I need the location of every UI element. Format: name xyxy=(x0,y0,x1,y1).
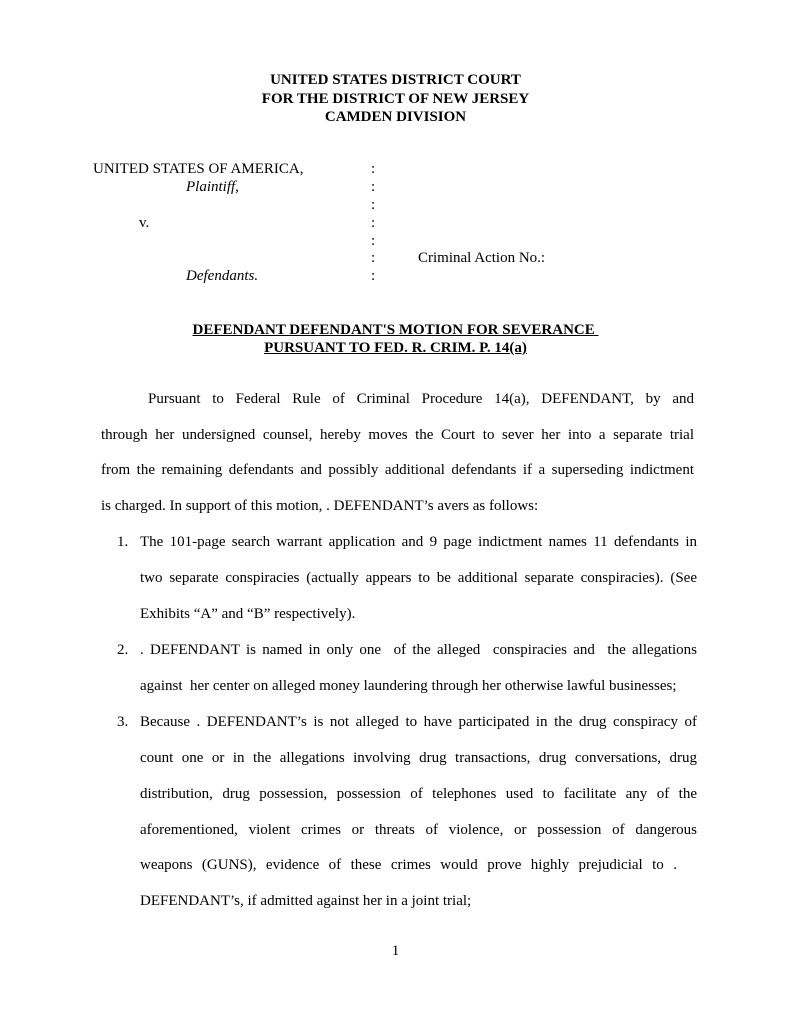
plaintiff-role: Plaintiff, xyxy=(186,179,239,195)
list-item-number: 1. xyxy=(117,534,129,550)
list-item-line: Because . DEFENDANT’s is not alleged to have participated in the drug conspiracy of xyxy=(140,714,697,730)
plaintiff-name: UNITED STATES OF AMERICA, xyxy=(93,161,304,177)
court-name-line1: UNITED STATES DISTRICT COURT xyxy=(270,72,521,88)
motion-title-line2: PURSUANT TO FED. R. CRIM. P. 14(a) xyxy=(264,340,527,356)
intro-line: from the remaining defendants and possibly additional defendants if a superseding indictment xyxy=(101,462,694,478)
caption-colon: : xyxy=(371,215,376,231)
page-number: 1 xyxy=(391,943,400,959)
list-item-number: 3. xyxy=(117,714,129,730)
list-item-line: weapons (GUNS), evidence of these crimes would prove highly prejudicial to . xyxy=(140,857,677,873)
motion-title-line1: DEFENDANT DEFENDANT'S MOTION FOR SEVERANCE xyxy=(192,322,599,338)
caption-colon: : xyxy=(371,250,376,266)
versus-label: v. xyxy=(139,215,150,231)
caption-colon: : xyxy=(371,268,376,284)
list-item-line: aforementioned, violent crimes or threats of violence, or possession of dangerous xyxy=(140,822,697,838)
list-item-line: distribution, drug possession, possession of telephones used to facilitate any of the xyxy=(140,786,697,802)
list-item-number: 2. xyxy=(117,642,129,658)
caption-colon: : xyxy=(371,161,376,177)
criminal-action-label: Criminal Action No.: xyxy=(418,250,546,266)
court-name-line2: FOR THE DISTRICT OF NEW JERSEY xyxy=(261,91,530,107)
intro-line: is charged. In support of this motion, . DEFENDANT’s avers as follows: xyxy=(101,498,539,514)
court-division: CAMDEN DIVISION xyxy=(324,109,467,125)
intro-line: Pursuant to Federal Rule of Criminal Procedure 14(a), DEFENDANT, by and xyxy=(148,391,694,407)
list-item-line: The 101-page search warrant application and 9 page indictment names 11 defendants in xyxy=(140,534,697,550)
caption-colon: : xyxy=(371,179,376,195)
defendant-role: Defendants. xyxy=(186,268,259,284)
list-item-line: DEFENDANT’s, if admitted against her in a joint trial; xyxy=(140,893,472,909)
list-item-line: . DEFENDANT is named in only one of the alleged conspiracies and the allegations xyxy=(140,642,697,658)
list-item-line: count one or in the allegations involving drug transactions, drug conversations, drug xyxy=(140,750,697,766)
caption-colon: : xyxy=(371,197,376,213)
intro-line: through her undersigned counsel, hereby moves the Court to sever her into a separate trial xyxy=(101,427,694,443)
list-item-line: two separate conspiracies (actually appears to be additional separate conspiracies). (See xyxy=(140,570,697,586)
caption-colon: : xyxy=(371,233,376,249)
list-item-line: Exhibits “A” and “B” respectively). xyxy=(140,606,356,622)
list-item-line: against her center on alleged money laundering through her otherwise lawful businesses; xyxy=(140,678,677,694)
